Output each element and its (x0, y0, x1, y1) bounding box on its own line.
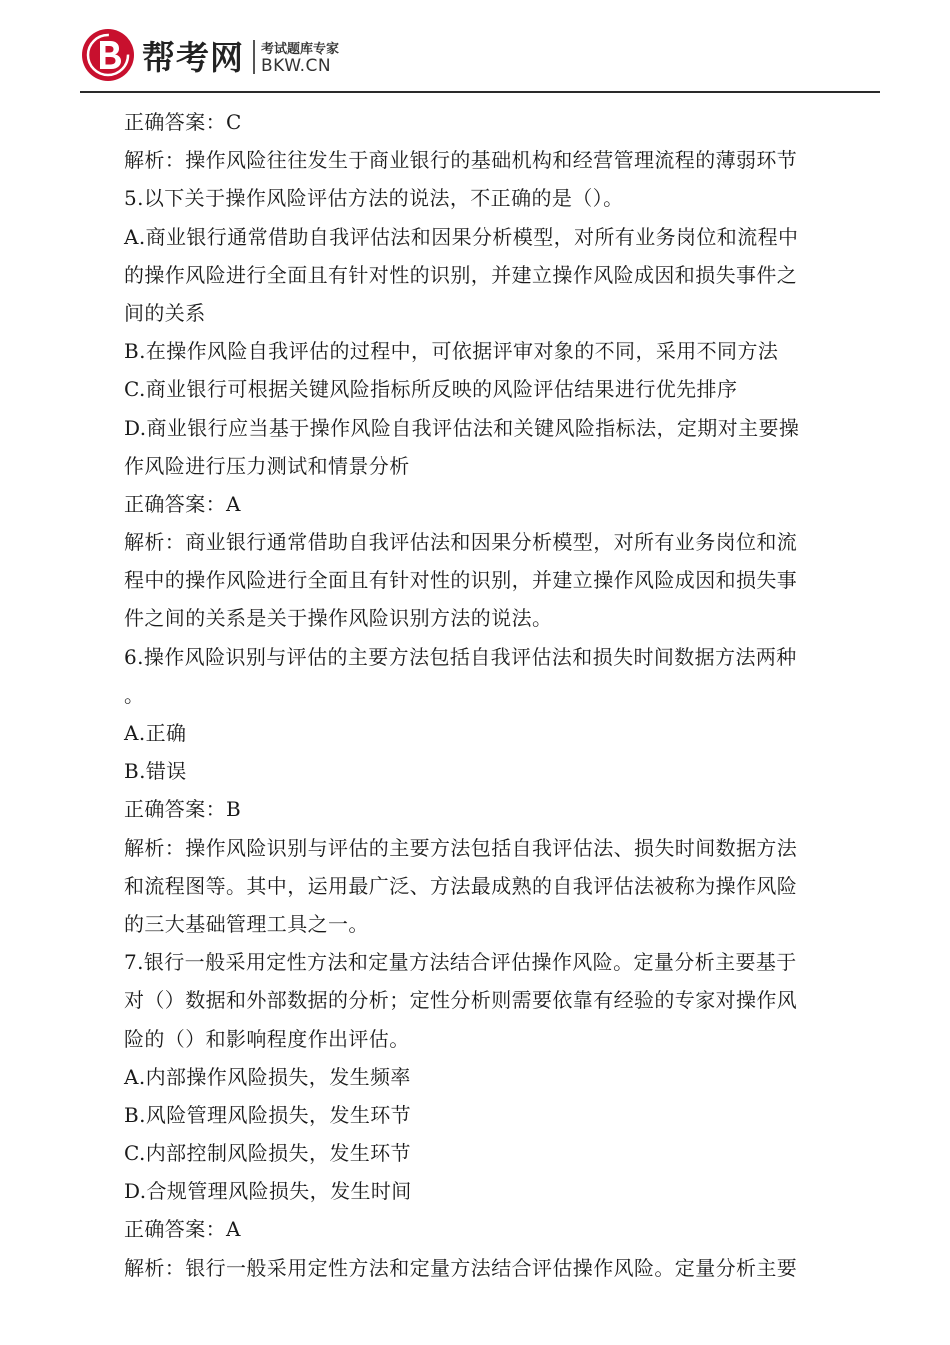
text-line: 程中的操作风险进行全面且有针对性的识别，并建立操作风险成因和损失事 (124, 568, 798, 593)
text-line: D.合规管理风险损失，发生时间 (124, 1179, 412, 1204)
bkw-logo-icon (80, 27, 136, 83)
text-line: 5.以下关于操作风险评估方法的说法，不正确的是（）。 (124, 186, 624, 211)
text-line: B.在操作风险自我评估的过程中，可依据评审对象的不同，采用不同方法 (124, 339, 779, 364)
text-line: A.商业银行通常借助自我评估法和因果分析模型，对所有业务岗位和流程中 (124, 224, 799, 249)
text-line: 解析：操作风险识别与评估的主要方法包括自我评估法、损失时间数据方法 (124, 835, 798, 860)
brand-tagline: 考试题库专家 (261, 42, 340, 57)
text-line: 和流程图等。其中，运用最广泛、方法最成熟的自我评估法被称为操作风险 (124, 873, 798, 898)
text-line: 的三大基础管理工具之一。 (124, 911, 369, 936)
text-line: 间的关系 (124, 300, 206, 325)
text-line: 。 (124, 682, 145, 707)
text-line: C.内部控制风险损失，发生环节 (124, 1141, 411, 1166)
text-line: D.商业银行应当基于操作风险自我评估法和关键风险指标法，定期对主要操 (124, 415, 800, 440)
text-line: 正确答案：A (124, 1217, 241, 1242)
text-line: 险的（）和影响程度作出评估。 (124, 1026, 410, 1051)
text-line: 作风险进行压力测试和情景分析 (124, 453, 410, 478)
text-line: 解析：操作风险往往发生于商业银行的基础机构和经营管理流程的薄弱环节 (124, 148, 798, 173)
text-line: 解析：银行一般采用定性方法和定量方法结合评估操作风险。定量分析主要 (124, 1255, 798, 1280)
document-body (124, 103, 864, 1287)
brand-domain: BKW.CN (261, 56, 332, 76)
text-line: 正确答案：A (124, 491, 241, 516)
text-line: A.内部操作风险损失，发生频率 (124, 1064, 411, 1089)
page-header (80, 22, 880, 92)
text-line: 解析：商业银行通常借助自我评估法和因果分析模型，对所有业务岗位和流 (124, 530, 798, 555)
text-line: 正确答案：C (124, 110, 242, 134)
text-line: 7.银行一般采用定性方法和定量方法结合评估操作风险。定量分析主要基于 (124, 950, 797, 975)
brand-name: 帮考网 (142, 38, 244, 77)
text-line: C.商业银行可根据关键风险指标所反映的风险评估结果进行优先排序 (124, 377, 738, 402)
text-line: 6.操作风险识别与评估的主要方法包括自我评估法和损失时间数据方法两种 (124, 644, 797, 669)
text-line: 正确答案：B (124, 797, 242, 822)
text-line: B.风险管理风险损失，发生环节 (124, 1102, 412, 1127)
brand-divider (253, 40, 255, 74)
text-line: 件之间的关系是关于操作风险识别方法的说法。 (124, 606, 553, 631)
text-line: B.错误 (124, 759, 187, 784)
header-divider (80, 91, 880, 93)
text-line: 的操作风险进行全面且有针对性的识别，并建立操作风险成因和损失事件之 (124, 262, 798, 287)
text-line: A.正确 (124, 721, 187, 745)
text-line: 对（）数据和外部数据的分析；定性分析则需要依靠有经验的专家对操作风 (124, 988, 798, 1013)
